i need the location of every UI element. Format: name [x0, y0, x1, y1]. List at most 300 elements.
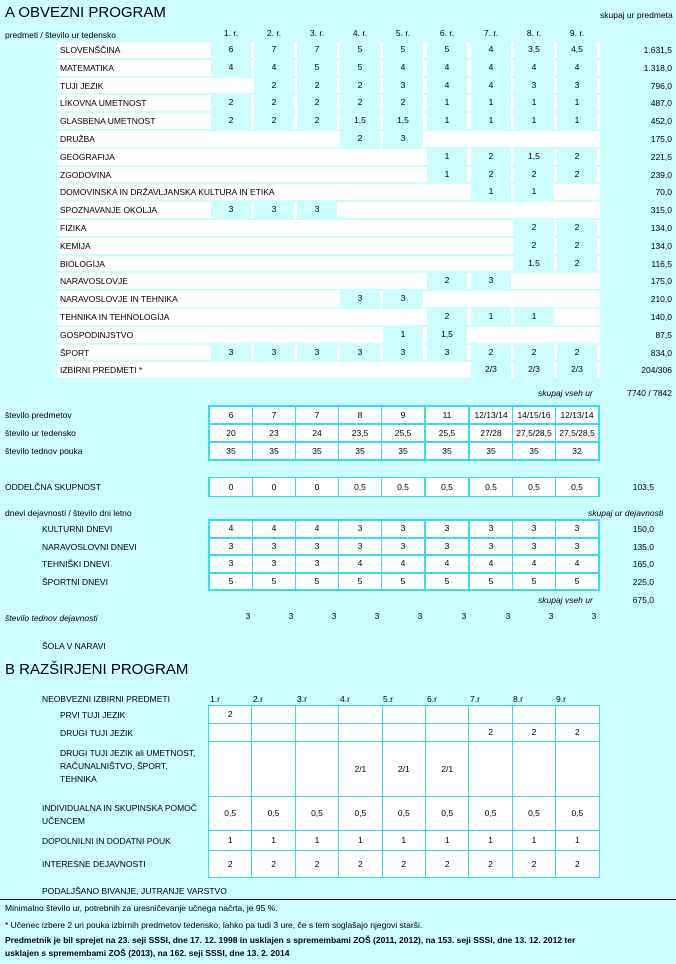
subject-value: 4 [557, 60, 597, 76]
subject-value: 1 [557, 95, 597, 111]
subject-value: 3 [211, 345, 251, 361]
b-grade-header: 9.r [556, 694, 566, 704]
b-row-name-line: DRUGI TUJI JEZIK ali UMETNOST, [60, 748, 196, 758]
b-value [383, 706, 425, 723]
dnevi-total: 150,0 [632, 524, 654, 534]
subject-value [340, 167, 380, 183]
skupaj-label: skupaj vseh ur [538, 388, 593, 398]
b-value: 2 [209, 706, 251, 723]
oddelcna-value: 0 [210, 478, 252, 496]
b-value: 2 [296, 851, 338, 877]
subject-total: 239,0 [650, 169, 672, 180]
subject-value [254, 327, 294, 343]
subject-value: 1 [427, 113, 467, 129]
subject-value [254, 184, 294, 200]
subject-value [340, 309, 380, 325]
b-value [252, 742, 294, 796]
subject-value: 3 [297, 202, 337, 218]
subject-name: DOMOVINSKA IN DRŽAVLJANSKA KULTURA IN ETIKA [60, 187, 275, 198]
subject-value: 1 [514, 309, 554, 325]
b-value: 2 [556, 724, 598, 741]
subject-total: 1.318,0 [643, 62, 672, 73]
b-value [252, 724, 294, 741]
tedni-value: 3 [461, 611, 467, 621]
b-value [513, 706, 555, 723]
dnevi-value: 5 [253, 574, 295, 590]
subject-value [514, 291, 554, 307]
subject-value: 2/3 [471, 362, 511, 378]
subject-name: ZGODOVINA [60, 169, 112, 180]
subject-value [254, 131, 294, 147]
oddelcna-value: 0,5 [556, 478, 598, 496]
footer-line4: usklajen s spremembami ZOŠ (2013), na 162. seji SSSI, dne 13. 2. 2014 [5, 948, 290, 958]
subject-value [211, 291, 251, 307]
subject-value: 2 [557, 167, 597, 183]
subject-value [254, 149, 294, 165]
tedni-value: 3 [245, 611, 251, 621]
subject-value [254, 238, 294, 254]
grade-header: 5. r. [395, 28, 411, 38]
b-row-name: DOPOLNILNI IN DODATNI POUK [42, 835, 171, 846]
subject-total: 1.631,5 [643, 45, 672, 55]
grade-header: 7. r. [483, 28, 499, 38]
b-value: 0,5 [383, 797, 425, 830]
summary-value: 14/15/16 [513, 407, 555, 423]
subject-name: ŠPORT [60, 347, 90, 358]
summary-value: 8 [339, 407, 381, 423]
summary-value: 35 [339, 443, 381, 459]
subject-total: 175,0 [650, 276, 672, 287]
subject-value: 3 [383, 291, 423, 307]
summary-value: 35 [470, 443, 512, 459]
subject-value: 2 [254, 113, 294, 129]
subject-value: 2 [514, 238, 554, 254]
subject-value [340, 327, 380, 343]
subject-total: 116,5 [651, 258, 672, 269]
b-value: 1 [252, 831, 294, 850]
b-grade-header: 8.r [513, 694, 523, 704]
b-value: 0,5 [556, 797, 598, 830]
subject-value [471, 202, 511, 218]
subject-value: 3 [340, 291, 380, 307]
summary-value: 25,5 [382, 425, 424, 441]
b-value: 1 [469, 831, 511, 850]
subject-value [340, 184, 380, 200]
subject-value [297, 273, 337, 289]
subject-name: IZBIRNI PREDMETI * [60, 365, 143, 376]
subject-value: 2 [557, 149, 597, 165]
subject-value: 3 [254, 345, 294, 361]
subject-total: 175,0 [650, 134, 672, 144]
grade-header: 4. r. [352, 28, 368, 38]
b-grade-header: 4.r [340, 694, 350, 704]
subject-value [297, 327, 337, 343]
subject-total: 221,5 [650, 151, 672, 162]
subject-value: 2 [557, 238, 597, 254]
tedni-value: 3 [417, 611, 423, 621]
dnevi-value: 3 [253, 556, 295, 572]
oddelcna-value: 0,5 [470, 478, 512, 496]
b-row-name: INTERESNE DEJAVNOSTI [42, 859, 146, 869]
subject-total: 134,0 [650, 240, 672, 251]
footer-divider [0, 899, 676, 900]
sola-v-naravi: ŠOLA V NARAVI [42, 641, 106, 651]
subject-name: MATEMATIKA [60, 62, 114, 73]
dnevi-value: 4 [382, 556, 424, 572]
subject-value: 2 [557, 220, 597, 236]
dnevi-name: ŠPORTNI DNEVI [42, 576, 108, 587]
dnevi-value: 3 [210, 556, 252, 572]
b-value: 1 [383, 831, 425, 850]
subject-name: DRUŽBA [60, 134, 95, 144]
dnevi-head: dnevi dejavnosti / število dni letno [5, 508, 132, 518]
subject-value: 1 [471, 184, 511, 200]
summary-value: 9 [382, 407, 424, 423]
b-value: 2/1 [426, 742, 468, 796]
subject-value [557, 202, 597, 218]
subject-total: 315,0 [650, 205, 672, 216]
subject-value [471, 291, 511, 307]
dnevi-value: 3 [296, 556, 338, 572]
subject-value: 2 [211, 95, 251, 111]
b-value: 2/1 [383, 742, 425, 796]
dnevi-value: 3 [339, 539, 381, 555]
subject-total: 487,0 [650, 98, 672, 109]
summary-value: 27,5/28,5 [556, 425, 598, 441]
subject-value: 5 [297, 60, 337, 76]
subject-total: 70,0 [655, 187, 672, 198]
subject-value: 2 [340, 78, 380, 94]
b-value: 0,5 [426, 797, 468, 830]
subject-value [557, 309, 597, 325]
summary-value: 11 [426, 407, 468, 423]
b-value [383, 724, 425, 741]
subject-value: 2 [383, 95, 423, 111]
subject-value: 2 [297, 78, 337, 94]
subject-value: 4 [471, 60, 511, 76]
subject-value: 7 [297, 42, 337, 58]
dnevi-value: 4 [556, 556, 598, 572]
subject-value: 4 [254, 60, 294, 76]
subject-value [297, 167, 337, 183]
subject-value: 2 [211, 113, 251, 129]
subject-value [297, 220, 337, 236]
subject-value [427, 362, 467, 378]
subject-value: 2 [557, 256, 597, 272]
subject-value [254, 309, 294, 325]
subject-value: 4,5 [557, 42, 597, 58]
subject-value: 2/3 [514, 362, 554, 378]
subject-value [557, 131, 597, 147]
summary-value: 32 [556, 443, 598, 459]
subject-value [211, 131, 251, 147]
subject-value: 1,5 [514, 256, 554, 272]
oddelcna-name: ODDELČNA SKUPNOST [5, 482, 101, 492]
subject-value [340, 238, 380, 254]
dnevi-value: 3 [382, 539, 424, 555]
subject-total: 87,5 [655, 329, 672, 340]
subject-name: TEHNIKA IN TEHNOLOGIJA [60, 312, 170, 322]
b-grade-header: 5.r [383, 694, 393, 704]
dnevi-value: 5 [470, 574, 512, 590]
subject-value: 1,5 [383, 113, 423, 129]
subject-value [211, 238, 251, 254]
dnevi-skupaj-label: skupaj vseh ur [538, 595, 593, 605]
b-row-name-line: TEHNIKA [60, 774, 97, 784]
dnevi-value: 3 [513, 539, 555, 555]
summary-value: 23 [253, 425, 295, 441]
dnevi-value: 3 [296, 539, 338, 555]
subject-value [254, 256, 294, 272]
dnevi-value: 5 [382, 574, 424, 590]
b-value: 2/1 [339, 742, 381, 796]
b-value [296, 742, 338, 796]
subject-value: 2 [297, 113, 337, 129]
dnevi-value: 3 [382, 521, 424, 537]
grade-header: 8. r. [526, 28, 542, 38]
subject-value [514, 327, 554, 343]
subject-name: BIOLOGIJA [60, 258, 105, 269]
subject-name: SLOVENŠČINA [60, 45, 121, 55]
subject-value: 1 [427, 149, 467, 165]
b-value [426, 706, 468, 723]
subject-value: 1 [471, 113, 511, 129]
b-grade-header: 3.r [297, 694, 307, 704]
tedni-value: 3 [288, 611, 294, 621]
subject-value: 1,5 [514, 149, 554, 165]
subject-value: 1,5 [340, 113, 380, 129]
tedni-value: 3 [374, 611, 380, 621]
subject-value [297, 256, 337, 272]
subject-value: 3 [427, 345, 467, 361]
oddelcna-total: 103,5 [632, 482, 654, 492]
subject-value [254, 362, 294, 378]
subject-value [340, 362, 380, 378]
subject-value: 3 [383, 131, 423, 147]
oddelcna-value: 0,5 [382, 478, 424, 496]
subject-name: GOSPODINJSTVO [60, 329, 134, 340]
b-row-name-line: UČENCEM [42, 816, 85, 826]
b-value: 1 [426, 831, 468, 850]
dnevi-value: 5 [426, 574, 468, 590]
subject-name: LIKOVNA UMETNOST [60, 98, 147, 109]
b-value: 0,5 [339, 797, 381, 830]
subject-value [383, 273, 423, 289]
subject-value [514, 202, 554, 218]
b-value: 1 [209, 831, 251, 850]
subject-value [254, 273, 294, 289]
b-value: 2 [339, 851, 381, 877]
subject-value [211, 220, 251, 236]
b-value [556, 742, 598, 796]
oddelcna-value: 0 [253, 478, 295, 496]
dnevi-value: 3 [339, 521, 381, 537]
b-value [556, 706, 598, 723]
subject-value [383, 362, 423, 378]
subject-value: 4 [427, 78, 467, 94]
subject-value [297, 131, 337, 147]
dnevi-name: KULTURNI DNEVI [42, 524, 113, 534]
subject-value: 3 [297, 345, 337, 361]
subject-value [254, 167, 294, 183]
summary-name: število predmetov [5, 410, 72, 420]
dnevi-total: 225,0 [632, 576, 654, 587]
subject-value: 3 [383, 345, 423, 361]
b-value [296, 724, 338, 741]
subject-value: 3 [557, 78, 597, 94]
subject-value [297, 149, 337, 165]
b-value [339, 724, 381, 741]
b-value: 0,5 [209, 797, 251, 830]
summary-value: 12/13/14 [470, 407, 512, 423]
summary-value: 20 [210, 425, 252, 441]
subject-value: 4 [427, 60, 467, 76]
dnevi-total: 165,0 [632, 559, 654, 569]
grade-header: 2. r. [266, 28, 282, 38]
subject-value: 1 [514, 113, 554, 129]
summary-value: 23,5 [339, 425, 381, 441]
subject-value: 3,5 [514, 42, 554, 58]
subject-value: 4 [211, 60, 251, 76]
dnevi-value: 4 [426, 556, 468, 572]
b-row-name-line: RAČUNALNIŠTVO, ŠPORT, [60, 761, 168, 771]
summary-name: število tednov pouka [5, 446, 83, 456]
subject-value [557, 273, 597, 289]
summary-value: 35 [210, 443, 252, 459]
b-row-name: PRVI TUJI JEZIK [60, 709, 126, 720]
subject-value: 1 [383, 327, 423, 343]
footer-line3: Predmetnik je bil sprejet na 23. seji SSSI, dne 17. 12. 1998 in usklajen s spremembami ZOŠ (2011, 2012), na 153. seji SSSI, dne 13. 12. 2012 ter [5, 935, 576, 945]
dnevi-head-right: skupaj ur dejavnosti [588, 508, 664, 518]
b-value: 0,5 [296, 797, 338, 830]
dnevi-value: 4 [470, 556, 512, 572]
dnevi-value: 4 [513, 556, 555, 572]
summary-value: 27/28 [470, 425, 512, 441]
subject-total: 452,0 [650, 116, 672, 127]
dnevi-value: 3 [470, 539, 512, 555]
b-value: 1 [296, 831, 338, 850]
b-row-name-line: INDIVIDUALNA IN SKUPINSKA POMOČ [42, 803, 197, 813]
subject-value: 5 [340, 60, 380, 76]
tedni-value: 3 [591, 611, 597, 621]
b-value [469, 742, 511, 796]
subject-value: 2 [471, 149, 511, 165]
subject-value: 5 [340, 42, 380, 58]
subject-value: 2 [340, 131, 380, 147]
section-a-title: A OBVEZNI PROGRAM [5, 4, 166, 21]
b-value: 2 [252, 851, 294, 877]
dnevi-value: 5 [339, 574, 381, 590]
subject-value: 3 [383, 78, 423, 94]
b-value: 0,5 [252, 797, 294, 830]
b-grade-header: 6.r [427, 694, 437, 704]
summary-value: 6 [210, 407, 252, 423]
b-value: 2 [469, 851, 511, 877]
subject-value [557, 327, 597, 343]
subject-value: 3 [471, 273, 511, 289]
b-value: 0,5 [513, 797, 555, 830]
subject-value: 5 [427, 42, 467, 58]
subject-value: 6 [211, 42, 251, 58]
dnevi-value: 3 [210, 539, 252, 555]
b-grade-header: 1.r [210, 694, 220, 704]
subject-value [557, 184, 597, 200]
footer-line2: * Učenec izbere 2 uri pouka izbirnih predmetov tedensko, lahko pa tudi 3 ure, če s tem soglašajo njegovi starši. [5, 920, 423, 930]
b-value [426, 724, 468, 741]
subject-value: 1 [427, 95, 467, 111]
subject-value: 2 [427, 273, 467, 289]
summary-value: 27,5/28,5 [513, 425, 555, 441]
subject-value [427, 238, 467, 254]
dnevi-value: 3 [556, 539, 598, 555]
subject-value [211, 309, 251, 325]
subject-value [211, 362, 251, 378]
subject-value [340, 149, 380, 165]
subject-value: 3 [514, 78, 554, 94]
summary-value: 7 [296, 407, 338, 423]
b-value [339, 706, 381, 723]
subject-value: 1 [427, 167, 467, 183]
oddelcna-value: 0,5 [339, 478, 381, 496]
dnevi-value: 3 [426, 539, 468, 555]
dnevi-value: 4 [210, 521, 252, 537]
subject-value: 4 [514, 60, 554, 76]
grade-header: 9. r. [569, 28, 585, 38]
subject-name: GEOGRAFIJA [60, 151, 115, 162]
subject-value: 4 [471, 42, 511, 58]
subject-value: 1 [514, 95, 554, 111]
subject-value [254, 291, 294, 307]
subject-name: GLASBENA UMETNOST [60, 116, 156, 127]
subject-value [340, 202, 380, 218]
subject-value [471, 327, 511, 343]
neobvezni-label: NEOBVEZNI IZBIRNI PREDMETI [42, 694, 170, 704]
dnevi-value: 3 [556, 521, 598, 537]
subject-value [427, 184, 467, 200]
b-value: 0,5 [469, 797, 511, 830]
b-value: 1 [339, 831, 381, 850]
dnevi-value: 4 [339, 556, 381, 572]
subject-value [383, 202, 423, 218]
subject-value: 4 [383, 60, 423, 76]
subject-value [340, 273, 380, 289]
subject-value [471, 238, 511, 254]
b-value: 2 [426, 851, 468, 877]
subject-value: 3 [340, 345, 380, 361]
subject-value: 2 [254, 78, 294, 94]
tedni-value: 3 [331, 611, 337, 621]
subject-value [340, 256, 380, 272]
subject-value [297, 238, 337, 254]
subject-value [340, 220, 380, 236]
oddelcna-value: 0 [296, 478, 338, 496]
subject-value [211, 149, 251, 165]
subject-value: 1 [514, 184, 554, 200]
b-value [296, 706, 338, 723]
b-value: 1 [513, 831, 555, 850]
b-value [209, 742, 251, 796]
summary-value: 35 [382, 443, 424, 459]
subject-value [383, 184, 423, 200]
row-head: predmeti / število ur tedensko [5, 30, 117, 40]
subject-value [211, 167, 251, 183]
dnevi-name: TEHNIŠKI DNEVI [42, 559, 110, 569]
subject-value [427, 202, 467, 218]
summary-value: 35 [253, 443, 295, 459]
summary-value: 35 [296, 443, 338, 459]
subject-value [427, 256, 467, 272]
b-grade-header: 2.r [253, 694, 263, 704]
